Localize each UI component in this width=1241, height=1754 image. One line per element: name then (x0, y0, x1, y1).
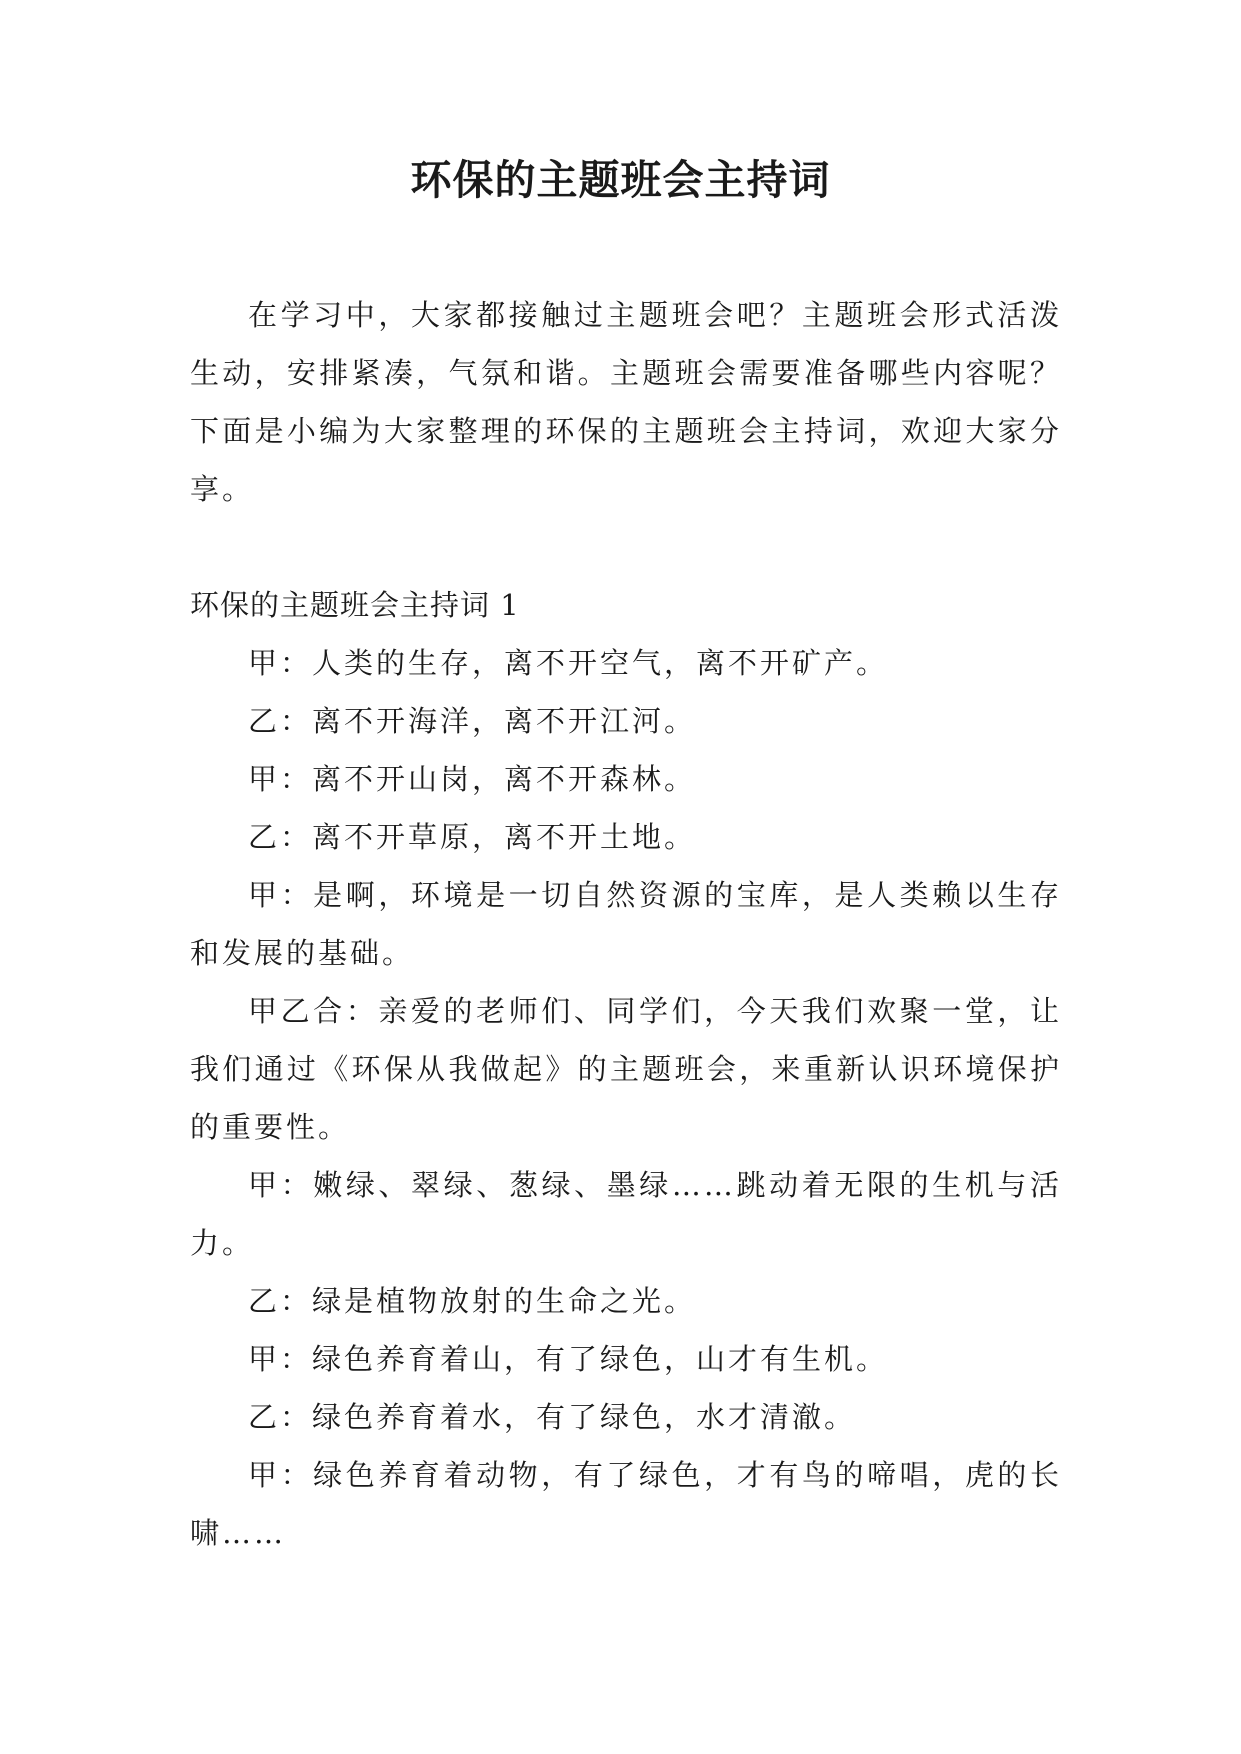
dialogue-line: 乙：离不开草原，离不开土地。 (248, 820, 697, 854)
section-heading: 环保的主题班会主持词 1 (190, 588, 520, 622)
dialogue-line: 甲：离不开山岗，离不开森林。 (248, 762, 697, 796)
document-title: 环保的主题班会主持词 (410, 156, 831, 204)
dialogue-line: 甲：人类的生存，离不开空气，离不开矿产。 (248, 646, 889, 680)
dialogue-line: 甲：嫩绿、翠绿、葱绿、墨绿……跳动着无限的生机与活力。 (190, 1168, 1062, 1260)
dialogue-line: 甲：绿色养育着动物，有了绿色，才有鸟的啼唱，虎的长啸…… (190, 1458, 1062, 1550)
dialogue-line: 甲：绿色养育着山，有了绿色，山才有生机。 (248, 1342, 889, 1376)
dialogue-line: 乙：绿是植物放射的生命之光。 (248, 1284, 697, 1318)
document-body (190, 286, 1062, 1562)
dialogue-line: 甲乙合：亲爱的老师们、同学们，今天我们欢聚一堂，让我们通过《环保从我做起》的主题班会，来重新认识环境保护的重要性。 (190, 994, 1062, 1144)
dialogue-line: 乙：绿色养育着水，有了绿色，水才清澈。 (248, 1400, 857, 1434)
dialogue-line: 乙：离不开海洋，离不开江河。 (248, 704, 697, 738)
intro-paragraph: 在学习中，大家都接触过主题班会吧？主题班会形式活泼生动，安排紧凑，气氛和谐。主题班会需要准备哪些内容呢？下面是小编为大家整理的环保的主题班会主持词，欢迎大家分享。 (190, 298, 1062, 506)
dialogue-line: 甲：是啊，环境是一切自然资源的宝库，是人类赖以生存和发展的基础。 (190, 878, 1062, 970)
